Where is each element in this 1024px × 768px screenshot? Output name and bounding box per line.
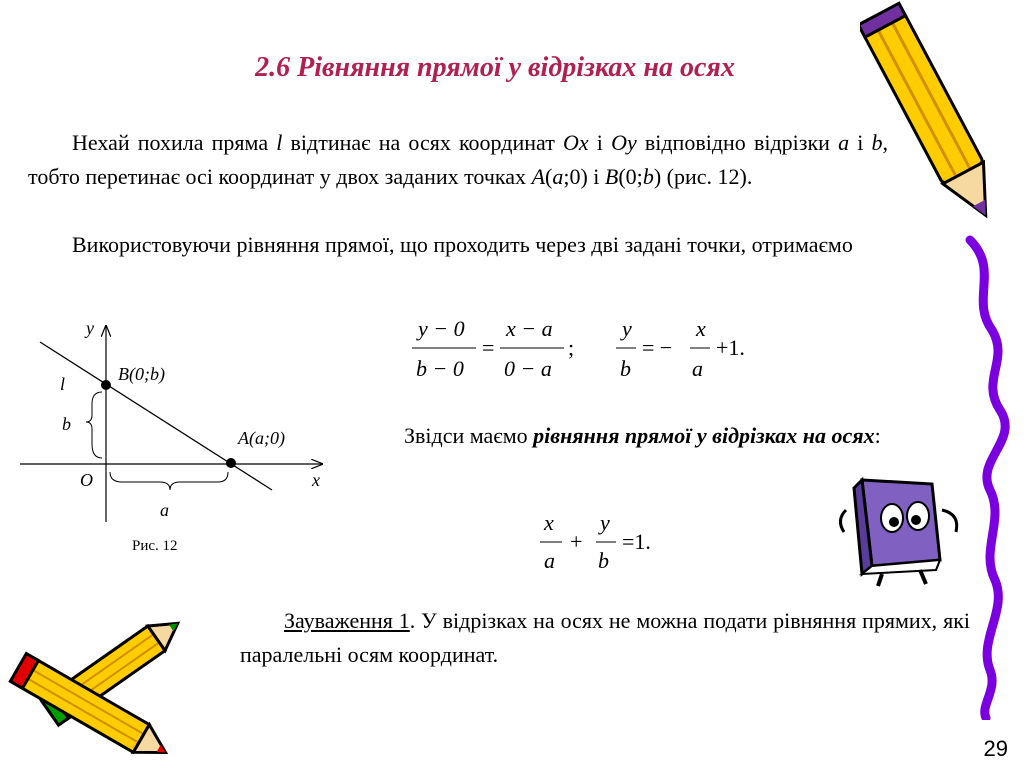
formula3-num2: y <box>600 510 610 535</box>
formula2-num-right: x <box>696 316 706 341</box>
formula-two-point <box>400 308 780 388</box>
remark-text: . У відрізках на осях не можна подати рівняння прямих, які паралельні осям координат. <box>240 608 970 667</box>
var-b: b <box>642 164 654 189</box>
formula1-num-right: x − a <box>506 316 553 341</box>
text: відповідно відрізки <box>636 130 839 155</box>
var-ox: Ox <box>562 130 589 155</box>
formula3-plus: + <box>570 529 583 554</box>
figure-12 <box>20 312 340 562</box>
label-x: x <box>312 470 320 490</box>
formula1-eq: = <box>482 335 495 360</box>
var-l: l <box>276 130 283 155</box>
page-number: 29 <box>983 736 1008 761</box>
var-A: A <box>531 164 546 189</box>
formula3-num1: x <box>544 510 554 535</box>
paragraph-two-points: Використовуючи рівняння прямої, що проходить через дві задані точки, отримаємо <box>72 232 853 257</box>
point-A <box>226 458 236 468</box>
point-B <box>101 380 111 390</box>
text: і <box>588 130 612 155</box>
label-origin: O <box>80 470 93 490</box>
formula2-den-right: a <box>692 356 703 381</box>
text: Нехай похила пряма <box>72 130 277 155</box>
var-a: a <box>838 130 850 155</box>
label-b: b <box>62 414 71 434</box>
var-b: b <box>871 130 883 155</box>
label-point-A: A(a;0) <box>238 428 285 448</box>
text: відтинає на осях координат <box>282 130 563 155</box>
text: ) (рис. 12). <box>653 164 753 189</box>
label-l: l <box>60 374 66 394</box>
var-oy: Oy <box>611 130 637 155</box>
text: ;0) і <box>563 164 605 189</box>
figure-caption: Рис. 12 <box>132 538 178 554</box>
formula1-num-left: y − 0 <box>418 316 465 341</box>
emphasis-text: рівняння прямої у відрізках на осях <box>533 423 875 448</box>
text: : <box>874 423 881 448</box>
formula1-den-left: b − 0 <box>416 356 464 381</box>
formula1-semicolon: ; <box>568 335 575 360</box>
text: ( <box>545 164 553 189</box>
intercept-equation-text <box>360 420 970 452</box>
formula2-tail: +1. <box>716 335 745 360</box>
text: Звідси маємо <box>404 423 534 448</box>
formula1-den-right: 0 − a <box>504 356 552 381</box>
pencil-bottom-left-icon <box>0 620 220 768</box>
pencil-top-right-icon <box>860 0 1010 240</box>
formula3-den2: b <box>598 548 609 573</box>
brace-b <box>86 392 102 458</box>
text: (0; <box>618 164 643 189</box>
label-a: a <box>160 500 169 520</box>
var-a: a <box>552 164 564 189</box>
remark-paragraph <box>240 604 970 672</box>
formula2-eq: = − <box>642 335 673 360</box>
formula3-tail: =1. <box>622 529 651 554</box>
label-y: y <box>86 318 94 338</box>
formula2-num-left: y <box>622 316 632 341</box>
paragraph-intro <box>28 126 888 194</box>
formula2-den-left: b <box>620 356 631 381</box>
formula3-den1: a <box>544 548 555 573</box>
brace-a <box>110 472 228 490</box>
remark-label: Зауваження 1 <box>284 608 410 633</box>
page-title: 2.6 Рівняння прямої у відрізках на осях <box>255 52 735 83</box>
formula-intercept <box>536 504 686 580</box>
text: , тобто перетинає осі координат у двох заданих точках <box>28 130 888 189</box>
label-point-B: B(0;b) <box>118 364 165 384</box>
var-B: B <box>604 164 619 189</box>
book-character-icon <box>832 470 972 590</box>
text: і <box>849 130 872 155</box>
